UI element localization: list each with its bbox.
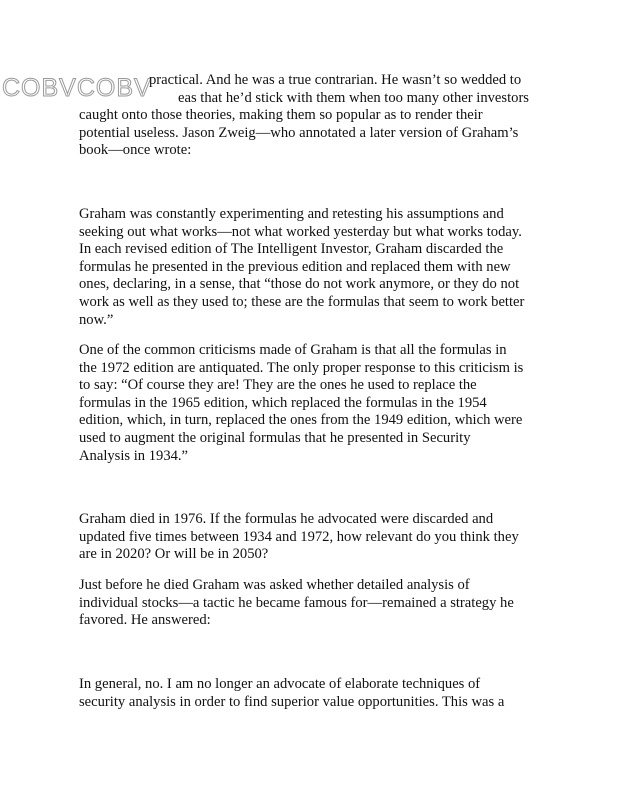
- text-line: In each revised edition of The Intelligent Investor, Graham discarded the: [79, 241, 504, 258]
- paragraph-zweig-quote: [79, 206, 549, 329]
- paragraph-graham-died: [79, 511, 549, 564]
- text-line: caught onto those theories, making them so popular as to render their: [79, 107, 483, 124]
- text-line: work as well as they used to; these are the formulas that seem to work better: [79, 293, 525, 310]
- text-line: individual stocks—a tactic he became famous for—remained a strategy he: [79, 594, 514, 611]
- text-line: now.”: [79, 311, 114, 328]
- text-line: eas that he’d stick with them when too many other investors: [178, 89, 529, 106]
- text-line: book—once wrote:: [79, 142, 192, 159]
- paragraph-criticisms: [79, 342, 549, 465]
- paragraph-graham-answer: [79, 676, 549, 711]
- paragraph-contrarian: [79, 72, 549, 160]
- text-line: favored. He answered:: [79, 612, 211, 629]
- paragraph-before-died: [79, 577, 549, 630]
- text-line: formulas in the 1965 edition, which replaced the formulas in the 1954: [79, 394, 487, 411]
- text-line: updated five times between 1934 and 1972, how relevant do you think they: [79, 528, 519, 545]
- text-line: potential useless. Jason Zweig—who annotated a later version of Graham’s: [79, 124, 519, 141]
- text-line: seeking out what works—not what worked yesterday but what works today.: [79, 223, 522, 240]
- text-line: the 1972 edition are antiquated. The only proper response to this criticism is: [79, 359, 524, 376]
- text-line: are in 2020? Or will be in 2050?: [79, 546, 269, 563]
- text-line: formulas he presented in the previous edition and replaced them with new: [79, 258, 511, 275]
- text-line: to say: “Of course they are! They are the ones he used to replace the: [79, 377, 477, 394]
- text-line: used to augment the original formulas that he presented in Security: [79, 429, 471, 446]
- text-line: Just before he died Graham was asked whether detailed analysis of: [79, 577, 470, 593]
- text-line: Graham was constantly experimenting and retesting his assumptions and: [79, 206, 504, 222]
- text-line: In general, no. I am no longer an advocate of elaborate techniques of: [79, 676, 481, 692]
- text-line: security analysis in order to find superior value opportunities. This was a: [79, 693, 505, 710]
- text-line: Analysis in 1934.”: [79, 447, 189, 464]
- text-line: ones, declaring, in a sense, that “those do not work anymore, or they do not: [79, 276, 520, 293]
- text-line: practical. And he was a true contrarian. He wasn’t so wedded to: [149, 72, 522, 88]
- text-line: edition, which, in turn, replaced the ones from the 1949 edition, which were: [79, 412, 523, 429]
- watermark-logo: COBVCOBV: [2, 74, 152, 102]
- text-line: One of the common criticisms made of Graham is that all the formulas in: [79, 342, 507, 358]
- text-line: Graham died in 1976. If the formulas he advocated were discarded and: [79, 511, 494, 527]
